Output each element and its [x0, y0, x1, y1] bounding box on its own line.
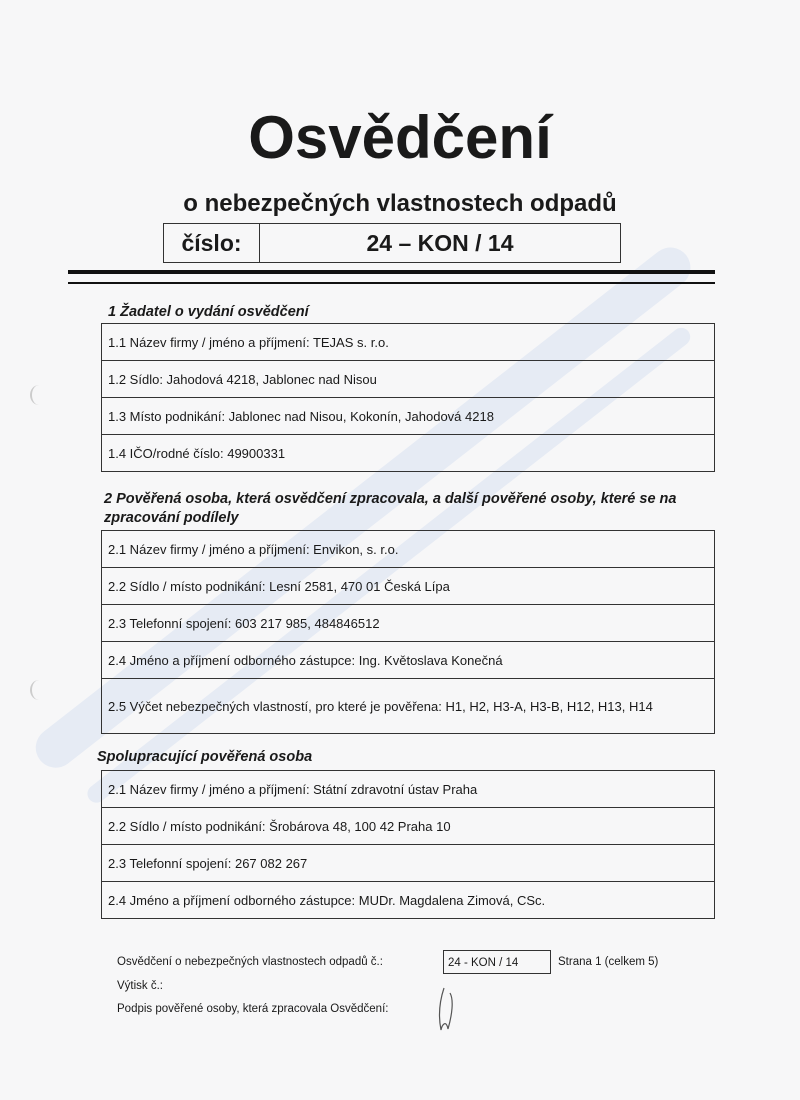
table-cell: 1.3 Místo podnikání: Jablonec nad Nisou, Kokonín, Jahodová 4218 — [102, 398, 715, 435]
table-row — [102, 398, 715, 435]
number-label: číslo: — [164, 224, 260, 262]
table-cell: 2.5 Výčet nebezpečných vlastností, pro které je pověřena: H1, H2, H3-A, H3-B, H12, H13, H14 — [102, 679, 715, 734]
table-row — [102, 771, 715, 808]
table-row — [102, 679, 715, 734]
number-box — [163, 223, 621, 263]
section2-heading: 2 Pověřená osoba, která osvědčení zpracovala, a další pověřené osoby, které se na zpracování podílely — [104, 491, 677, 526]
table-row — [102, 568, 715, 605]
table-cell: 1.4 IČO/rodné číslo: 49900331 — [102, 435, 715, 472]
document-subtitle: o nebezpečných vlastnostech odpadů — [183, 190, 617, 217]
table-cell: 2.4 Jméno a příjmení odborného zástupce: Ing. Květoslava Konečná — [102, 642, 715, 679]
section1-heading: 1 Žadatel o vydání osvědčení — [108, 304, 309, 320]
table-cell: 2.4 Jméno a příjmení odborného zástupce: MUDr. Magdalena Zimová, CSc. — [102, 882, 715, 919]
table-row — [102, 882, 715, 919]
table-cell: 2.2 Sídlo / místo podnikání: Lesní 2581, 470 01 Česká Lípa — [102, 568, 715, 605]
table-row — [102, 361, 715, 398]
table-cell: 2.2 Sídlo / místo podnikání: Šrobárova 48, 100 42 Praha 10 — [102, 808, 715, 845]
section3-heading: Spolupracující pověřená osoba — [97, 749, 313, 765]
table-row — [102, 808, 715, 845]
table-row — [102, 845, 715, 882]
cooperating-person-table — [101, 770, 715, 919]
table-cell: 2.1 Název firmy / jméno a příjmení: Státní zdravotní ústav Praha — [102, 771, 715, 808]
signature — [432, 985, 462, 1035]
table-row — [102, 324, 715, 361]
footer-cert-label: Osvědčení o nebezpečných vlastnostech odpadů č.: — [117, 956, 383, 968]
divider — [68, 282, 715, 284]
table-cell: 2.3 Telefonní spojení: 267 082 267 — [102, 845, 715, 882]
document-title: Osvědčení — [248, 104, 552, 171]
signature-label: Podpis pověřené osoby, která zpracovala Osvědčení: — [117, 1003, 389, 1015]
table-cell: 1.2 Sídlo: Jahodová 4218, Jablonec nad Nisou — [102, 361, 715, 398]
table-row — [102, 642, 715, 679]
footer-cert-value: 24 - KON / 14 — [443, 950, 551, 974]
copy-number-label: Výtisk č.: — [117, 980, 164, 992]
punch-hole — [30, 680, 48, 700]
table-cell: 2.3 Telefonní spojení: 603 217 985, 484846512 — [102, 605, 715, 642]
authorized-person-table — [101, 530, 715, 734]
punch-hole — [30, 385, 48, 405]
table-row — [102, 531, 715, 568]
table-cell: 2.1 Název firmy / jméno a příjmení: Envikon, s. r.o. — [102, 531, 715, 568]
table-cell: 1.1 Název firmy / jméno a příjmení: TEJAS s. r.o. — [102, 324, 715, 361]
divider — [68, 270, 715, 274]
number-value: 24 – KON / 14 — [366, 230, 514, 256]
page-indicator: Strana 1 (celkem 5) — [558, 956, 659, 968]
table-row — [102, 435, 715, 472]
table-row — [102, 605, 715, 642]
applicant-table — [101, 323, 715, 472]
